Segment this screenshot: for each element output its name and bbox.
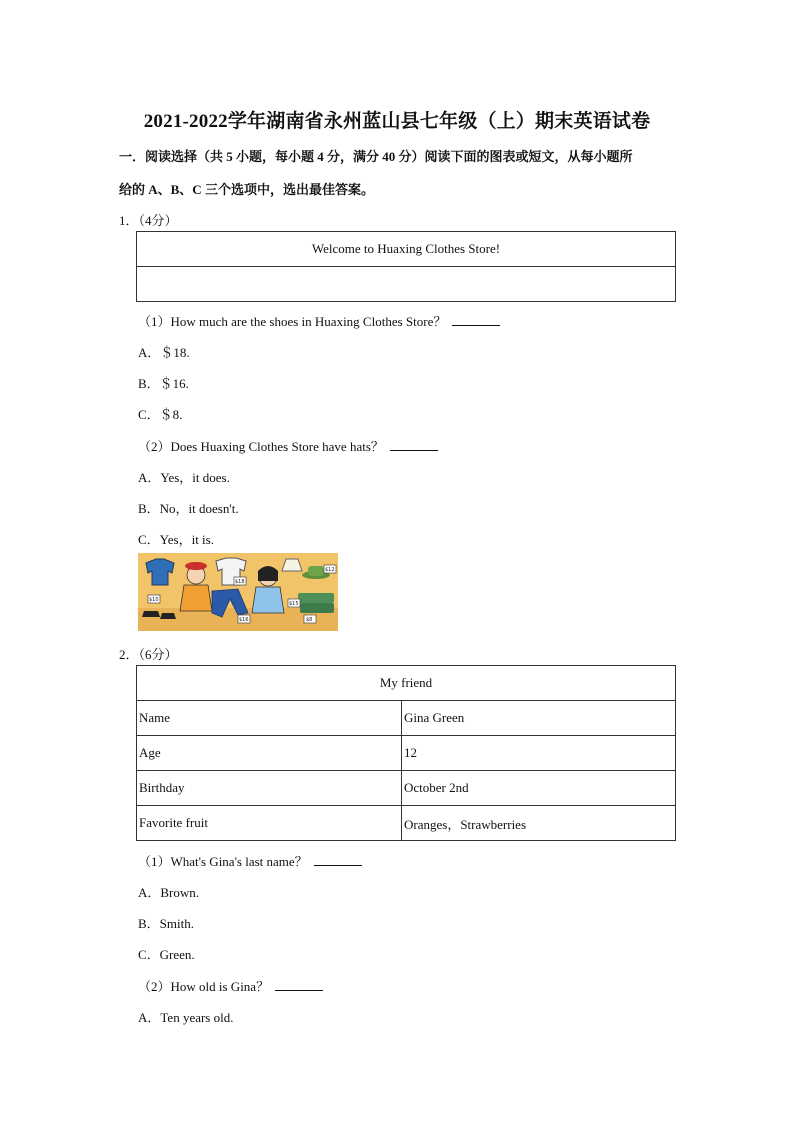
question-2-2-text: （2）How old is Gina？ [138, 979, 270, 994]
section-instructions-line-2: 给的 A、B、C 三个选项中，选出最佳答案。 [119, 182, 374, 197]
answer-blank[interactable] [275, 980, 323, 991]
price-tag-text: $12 [325, 567, 335, 573]
option-1-2-b[interactable]: B．No，it doesn't. [138, 501, 239, 516]
option-1-2-c[interactable]: C．Yes，it is. [138, 532, 214, 547]
answer-blank[interactable] [314, 855, 362, 866]
table-row [137, 701, 676, 736]
row-value: 12 [402, 736, 676, 771]
question-2-2 [138, 976, 323, 995]
row-value: Gina Green [402, 701, 676, 736]
hanging-hat-icon [282, 559, 302, 571]
clothes-store-illustration [138, 553, 338, 631]
price-tag-text: $15 [289, 601, 299, 607]
row-label: Birthday [137, 771, 402, 806]
option-2-2-a[interactable]: A．Ten years old. [138, 1010, 234, 1025]
price-tag-text: $8 [306, 617, 313, 623]
question-2-1 [138, 851, 362, 870]
question-1-header: 1．（4分） [119, 213, 178, 228]
row-label: Name [137, 701, 402, 736]
table-row [137, 806, 676, 841]
person-body [252, 587, 284, 613]
question-2-header: 2．（6分） [119, 647, 178, 662]
question-1-1 [138, 311, 500, 330]
row-value: October 2nd [402, 771, 676, 806]
option-1-1-a[interactable]: A．＄18. [138, 345, 190, 360]
friend-table [136, 665, 676, 841]
answer-blank[interactable] [452, 315, 500, 326]
row-label: Age [137, 736, 402, 771]
option-2-1-a[interactable]: A．Brown. [138, 885, 200, 900]
page-title: 2021-2022学年湖南省永州蓝山县七年级（上）期末英语试卷 [143, 111, 651, 132]
price-tag-text: $10 [149, 597, 159, 603]
shoes-icon [142, 611, 160, 617]
section-instructions-line-1: 一．阅读选择（共 5 小题，每小题 4 分，满分 40 分）阅读下面的图表或短文，从每小题所 [119, 149, 633, 164]
row-label: Favorite fruit [137, 806, 402, 841]
answer-blank[interactable] [390, 440, 438, 451]
question-1-2 [138, 436, 438, 455]
option-2-1-b[interactable]: B．Smith. [138, 916, 194, 931]
option-1-1-c[interactable]: C．＄8. [138, 407, 183, 422]
option-1-2-a[interactable]: A．Yes，it does. [138, 470, 230, 485]
friend-table-title: My friend [137, 666, 676, 701]
question-1-1-text: （1）How much are the shoes in Huaxing Clothes Store？ [138, 314, 447, 329]
store-table [136, 231, 676, 302]
person-body [180, 585, 212, 611]
question-2-1-text: （1）What's Gina's last name？ [138, 854, 308, 869]
price-tag-text: $16 [239, 617, 249, 623]
price-tag-text: $18 [235, 579, 245, 585]
beret-icon [185, 562, 207, 570]
question-1-2-text: （2）Does Huaxing Clothes Store have hats？ [138, 439, 384, 454]
option-1-1-b[interactable]: B．＄16. [138, 376, 189, 391]
table-row [137, 771, 676, 806]
table-row [137, 736, 676, 771]
store-table-title: Welcome to Huaxing Clothes Store! [137, 232, 676, 267]
row-value: Oranges，Strawberries [402, 806, 676, 841]
folded-clothes-icon [298, 593, 334, 603]
store-table-empty-cell [137, 267, 676, 302]
option-2-1-c[interactable]: C．Green. [138, 947, 195, 962]
